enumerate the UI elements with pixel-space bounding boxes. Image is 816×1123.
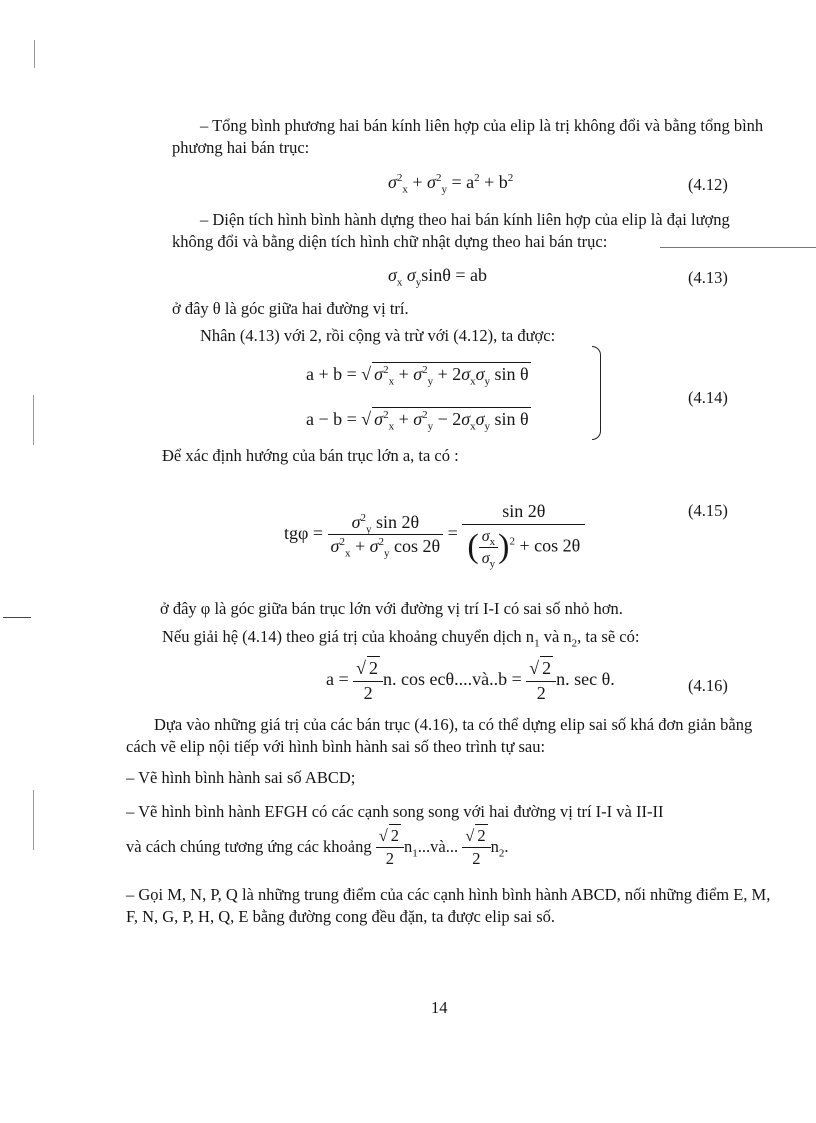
step-distances: và cách chúng tương ứng các khoảng $\frac{√ 2}{2}$ $n_1...và$... $\frac{√ 2}{2}$ $n_2$. [126,826,509,868]
scan-artifact [33,395,34,445]
equation-4-13: $\sigma_x$ $\sigma_y\sin\theta$ = ab [388,265,488,289]
scan-artifact [33,790,34,850]
fraction-left: $\frac{\sigma^2_y \sin 2\theta}{\sigma^2_x + \sigma^2_y \cos 2\theta}$ [328,511,444,560]
fraction-right: sin 2θ ( $\frac{\sigma_x}{\sigma_y}$ )$^2$ + cos 2θ [462,500,585,570]
text-phi-definition: ở đây φ là góc giữa bán trục lớn với đường vị trí I-I có sai số nhỏ hơn. [160,599,623,618]
paragraph-conjugate-radii: – Tổng bình phương hai bán kính liên hợp của elip là trị không đổi và bằng tổng bình phương hai bán trục: [172,116,764,157]
equation-number: (4.16) [688,676,728,695]
step-draw-ellipse: – Gọi M, N, P, Q là những trung điểm của các cạnh hình bình hành ABCD, nối những điểm E, M, F, N, G, P, H, Q, E bằng đường cong đều đặn, ta được elip sai số. [126,885,771,926]
equation-4-14-minus: a − b = √ $\sigma^2_x + \sigma^2_y - 2\sigma_x\sigma_y$ sin θ [306,409,529,433]
text-theta-definition: ở đây θ là góc giữa hai đường vị trí. [172,299,409,318]
paragraph-construction-intro: Dựa vào những giá trị của các bán trục (4.16), ta có thể dựng elip sai số khá đơn giản bằng cách vẽ elip nội tiếp với hình bình hành sai số theo trình tự sau: [126,715,753,756]
scan-artifact [3,617,31,618]
scan-artifact [34,40,35,68]
text-solve-system: Nếu giải hệ (4.14) theo giá trị của khoảng chuyển dịch $n_1$ và $n_2$, ta sẽ có: [162,627,640,650]
step-draw-abcd: – Vẽ hình bình hành sai số ABCD; [126,768,356,787]
equation-number: (4.14) [688,388,728,407]
step-draw-efgh: – Vẽ hình bình hành EFGH có các cạnh song song với hai đường vị trí I-I và II-II [126,802,664,821]
tg-phi-label: tgφ = [284,522,324,543]
right-brace [592,346,601,440]
page-number: 14 [431,998,448,1017]
equation-number: (4.13) [688,268,728,287]
text-major-axis-direction: Để xác định hướng của bán trục lớn a, ta có : [162,446,459,465]
equation-4-16: a = $\frac{√ 2}{2}$ n. cos ecθ....và..b = $\frac{√ 2}{2}$ n. sec θ. [326,658,615,703]
equation-number: (4.15) [688,501,728,520]
text-multiply-step: Nhân (4.13) với 2, rồi cộng và trừ với (4.12), ta được: [200,326,556,345]
paragraph-parallelogram-area: – Diện tích hình bình hành dựng theo hai bán kính liên hợp của elip là đại lượng không đổi và bằng diện tích hình chữ nhật dựng theo hai bán trục: [172,210,730,251]
equation-4-15: tgφ = $\frac{\sigma^2_y \sin 2\theta}{\sigma^2_x + \sigma^2_y \cos 2\theta}$ = sin 2θ ( $\frac{\sigma_x}{\sigma_y}$ )$^2$ + cos 2θ [284,500,585,570]
equation-4-12: $\sigma^2_x + \sigma^2_y = a^2 + b^2$ [388,172,514,196]
equation-4-14-plus: a + b = √ $\sigma^2_x + \sigma^2_y + 2\sigma_x\sigma_y$ sin θ [306,364,529,388]
equation-number: (4.12) [688,175,728,194]
